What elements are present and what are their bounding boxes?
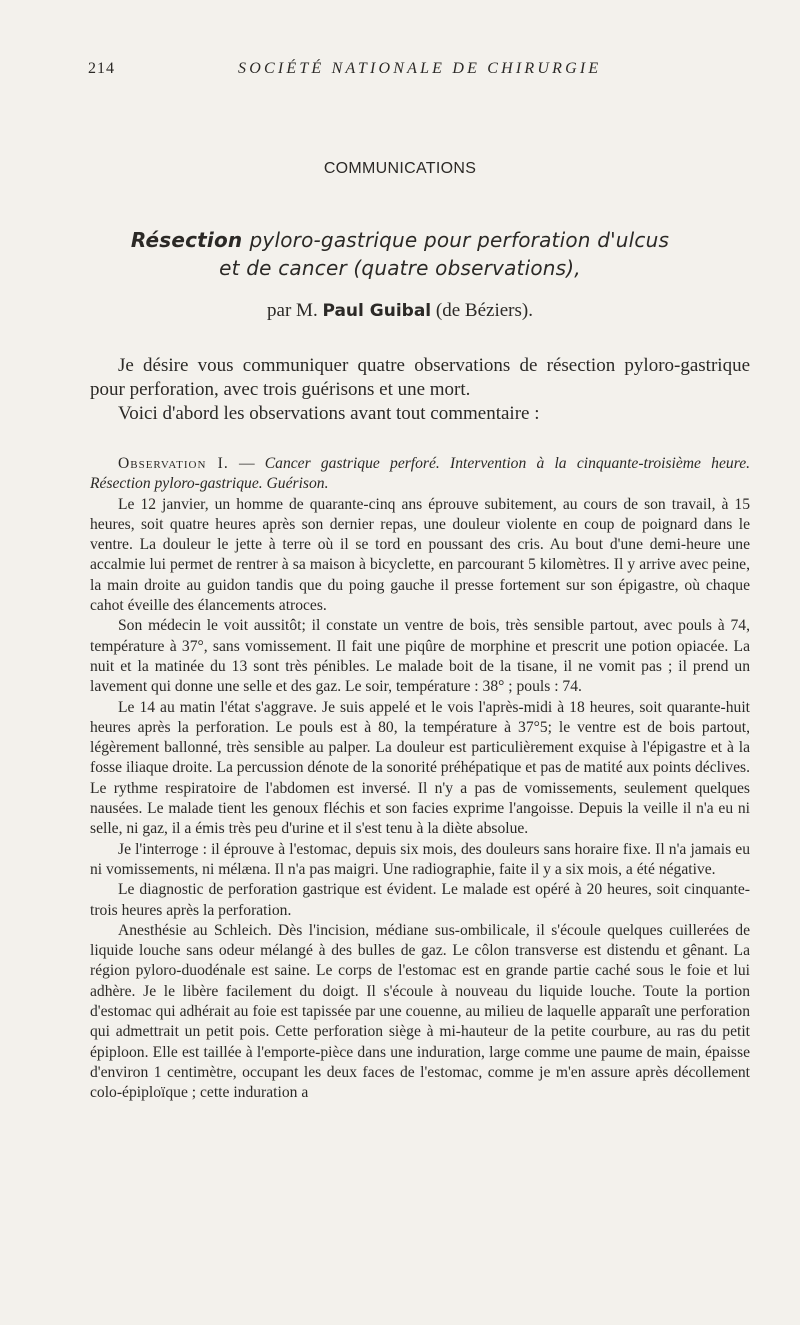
- author-line: [0, 300, 800, 322]
- body-paragraph: Anesthésie au Schleich. Dès l'incision, médiane sus-ombilicale, il s'écoule quelques cuillerées de liquide louche sans odeur mélangé à des bulles de gaz. Le côlon transverse est distendu et gênant. La région pyloro-duodénale est saine. Le corps de l'estomac est en grande partie caché sous le foie et lui adhère. Je le libère facilement du doigt. Il s'écoule à nouveau du liquide louche. Toute la portion d'estomac qui adhérait au foie est tapissée par une couenne, au milieu de laquelle apparaît une perforation qui admettrait un petit pois. Cette perforation siège à mi-hauteur de la petite courbure, au ras du petit épiploon. Elle est taillée à l'emporte-pièce dans une induration, large comme une paume de main, épaisse d'environ 1 centimètre, occupant les deux faces de l'estomac, comme je m'en assure après décollement colo-épiploïque ; cette induration a: [90, 921, 750, 1102]
- article-title-line-1: [0, 228, 800, 252]
- journal-title: SOCIÉTÉ NATIONALE DE CHIRURGIE: [238, 60, 602, 77]
- body-paragraph: Le diagnostic de perforation gastrique est évident. Le malade est opéré à 20 heures, soit cinquante-trois heures après la perforation.: [90, 881, 750, 919]
- intro-paragraph: Je désire vous communiquer quatre observations de résection pyloro-gastrique pour perforation, avec trois guérisons et une mort.: [90, 355, 750, 400]
- body-paragraph: Son médecin le voit aussitôt; il constate un ventre de bois, très sensible partout, avec pouls à 74, température à 37°, sans vomissement. Il fait une piqûre de morphine et prescrit une potion opiacée. La nuit et la matinée du 13 sont très pénibles. Le malade boit de la tisane, il ne vomit pas ; il prend un lavement qui donne une selle et des gaz. Le soir, température : 38° ; pouls : 74.: [90, 617, 750, 696]
- body-paragraph: Le 14 au matin l'état s'aggrave. Je suis appelé et le vois l'après-midi à 18 heures, soit quarante-huit heures après la perforation. Le pouls est à 80, la température à 37°5; le ventre est de bois partout, légèrement ballonné, très sensible au palper. La douleur est particulièrement exquise à l'épigastre et à la fosse iliaque droite. La percussion dénote de la sonorité préhépatique et pas de matité aux points déclives. Le rythme respiratoire de l'abdomen est inversé. Il n'y a pas de vomissements, seulement quelques nausées. Le malade tient les genoux fléchis et son facies exprime l'angoisse. Depuis la veille il n'a eu ni selle, ni gaz, il a émis très peu d'urine et il s'est tenu à la diète absolue.: [90, 698, 750, 838]
- observation-title: Cancer gastrique perforé. Intervention à la cinquante-troisième heure. Résection pyloro-gastrique. Guérison.: [90, 455, 751, 493]
- introduction: [90, 354, 750, 426]
- body-paragraph: Je l'interroge : il éprouve à l'estomac, depuis six mois, des douleurs sans horaire fixe. Il n'a jamais eu ni vomissements, ni mélæna. Il n'a pas maigri. Une radiographie, faite il y a six mois, a été négative.: [90, 840, 750, 878]
- observation-heading: [90, 454, 750, 495]
- author-prefix: par M.: [267, 300, 323, 321]
- observation-dash: —: [228, 455, 265, 472]
- title-keyword: Résection: [130, 228, 250, 252]
- title-line-1-text: pyloro-gastrique pour perforation d'ulcus: [249, 228, 670, 252]
- observation-body: [90, 454, 750, 1104]
- running-header: [88, 60, 750, 84]
- observation-label: Observation I.: [118, 455, 229, 472]
- article-title-line-2: et de cancer (quatre observations),: [219, 256, 581, 280]
- page-number: 214: [88, 60, 115, 77]
- author-name: Paul Guibal: [322, 301, 432, 321]
- body-paragraph: Le 12 janvier, un homme de quarante-cinq ans éprouve subitement, au cours de son travail, à 15 heures, soit quatre heures après son dernier repas, une douleur violente en coup de poignard dans le ventre. La douleur le jette à terre où il se tord en poussant des cris. Au bout d'une demi-heure une accalmie lui permet de rentrer à sa maison à bicyclette, en parcourant 5 kilomètres. Il y arrive avec peine, la main droite au guidon tandis que du poing gauche il presse fortement sur son épigastre, où chaque cahot éveille des élancements atroces.: [90, 495, 750, 615]
- author-suffix: (de Béziers).: [431, 300, 533, 321]
- section-heading: COMMUNICATIONS: [323, 160, 477, 177]
- intro-paragraph: Voici d'abord les observations avant tout commentaire :: [118, 403, 540, 424]
